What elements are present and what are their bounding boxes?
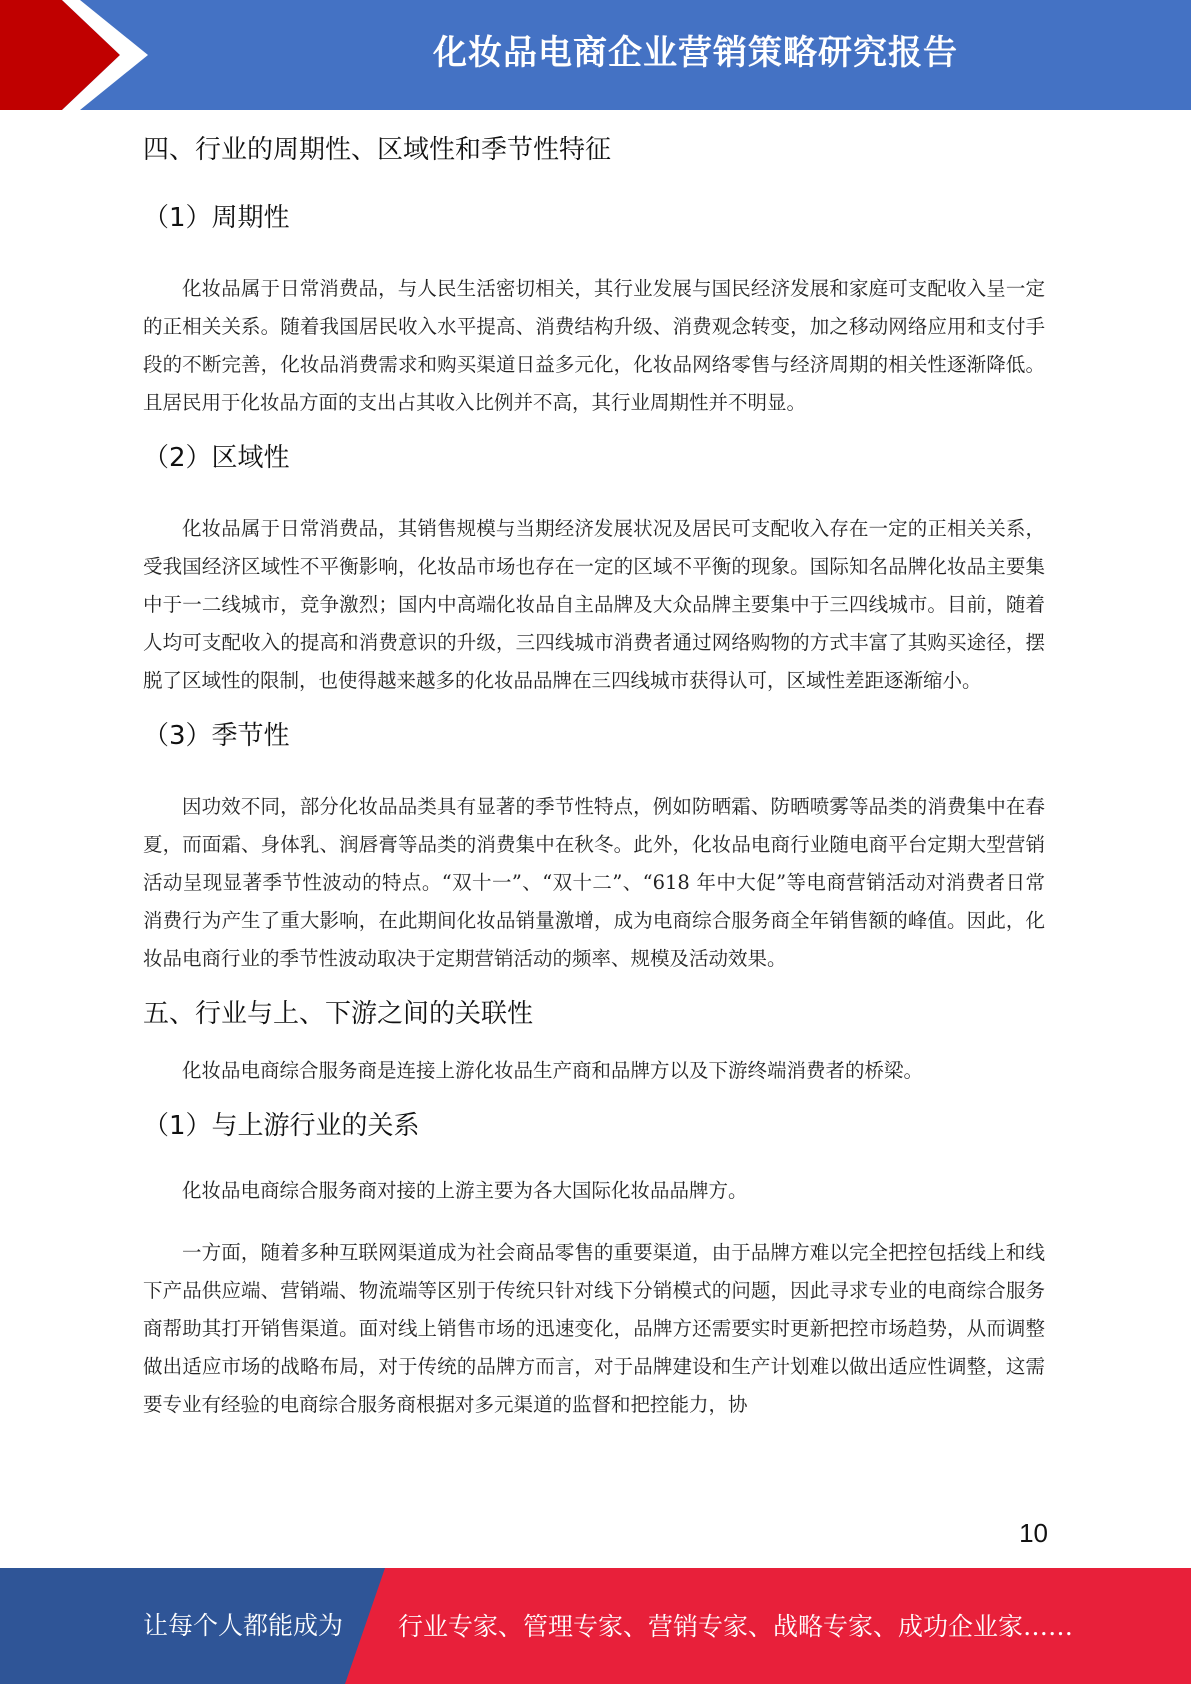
footer-slogan-right: 行业专家、管理专家、营销专家、战略专家、成功企业家…… — [398, 1612, 1074, 1641]
section-heading: 四、行业的周期性、区域性和季节性特征 — [143, 135, 612, 165]
report-title: 化妆品电商企业营销策略研究报告 — [433, 33, 958, 73]
paragraph: 化妆品属于日常消费品，其销售规模与当期经济发展状况及居民可支配收入存在一定的正相关关系，受我国经济区域性不平衡影响，化妆品市场也存在一定的区域不平衡的现象。国际知名品牌化妆品主要集中于一二线城市，竞争激烈；国内中高端化妆品自主品牌及大众品牌主要集中于三四线城市。目前，随着人均可支配收入的提高和消费意识的升级，三四线城市消费者通过网络购物的方式丰富了其购买途径，摆脱了区域性的限制，也使得越来越多的化妆品品牌在三四线城市获得认可，区域性差距逐渐缩小。 — [143, 517, 1045, 692]
paragraph: 化妆品属于日常消费品，与人民生活密切相关，其行业发展与国民经济发展和家庭可支配收入呈一定的正相关关系。随着我国居民收入水平提高、消费结构升级、消费观念转变，加之移动网络应用和支付手段的不断完善，化妆品消费需求和购买渠道日益多元化，化妆品网络零售与经济周期的相关性逐渐降低。且居民用于化妆品方面的支出占其收入比例并不高，其行业周期性并不明显。 — [143, 277, 1045, 414]
subsection-heading: （3）季节性 — [143, 721, 290, 751]
document-body — [143, 128, 1045, 1424]
page-header — [0, 0, 1191, 110]
paragraph: 因功效不同，部分化妆品品类具有显著的季节性特点，例如防晒霜、防晒喷雾等品类的消费集中在春夏，而面霜、身体乳、润唇膏等品类的消费集中在秋冬。此外，化妆品电商行业随电商平台定期大型营销活动呈现显著季节性波动的特点。“双十一”、“双十二”、“618 年中大促”等电商营销活动对消费者日常消费行为产生了重大影响，在此期间化妆品销量激增，成为电商综合服务商全年销售额的峰值。因此，化妆品电商行业的季节性波动取决于定期营销活动的频率、规模及活动效果。 — [143, 795, 1045, 970]
paragraph: 化妆品电商综合服务商对接的上游主要为各大国际化妆品品牌方。 — [182, 1179, 748, 1202]
section-heading: 五、行业与上、下游之间的关联性 — [143, 999, 534, 1029]
subsection-heading: （1）周期性 — [143, 203, 290, 233]
subsection-heading: （1）与上游行业的关系 — [143, 1111, 420, 1141]
footer-slogan-left: 让每个人都能成为 — [143, 1611, 344, 1640]
page-number: 10 — [1019, 1518, 1048, 1548]
paragraph: 化妆品电商综合服务商是连接上游化妆品生产商和品牌方以及下游终端消费者的桥梁。 — [182, 1059, 924, 1082]
paragraph: 一方面，随着多种互联网渠道成为社会商品零售的重要渠道，由于品牌方难以完全把控包括线上和线下产品供应端、营销端、物流端等区别于传统只针对线下分销模式的问题，因此寻求专业的电商综合服务商帮助其打开销售渠道。面对线上销售市场的迅速变化，品牌方还需要实时更新把控市场趋势，从而调整做出适应市场的战略布局，对于传统的品牌方而言，对于品牌建设和生产计划难以做出适应性调整，这需要专业有经验的电商综合服务商根据对多元渠道的监督和把控能力，协 — [143, 1241, 1045, 1416]
page-footer — [0, 1568, 1191, 1684]
subsection-heading: （2）区域性 — [143, 443, 290, 473]
